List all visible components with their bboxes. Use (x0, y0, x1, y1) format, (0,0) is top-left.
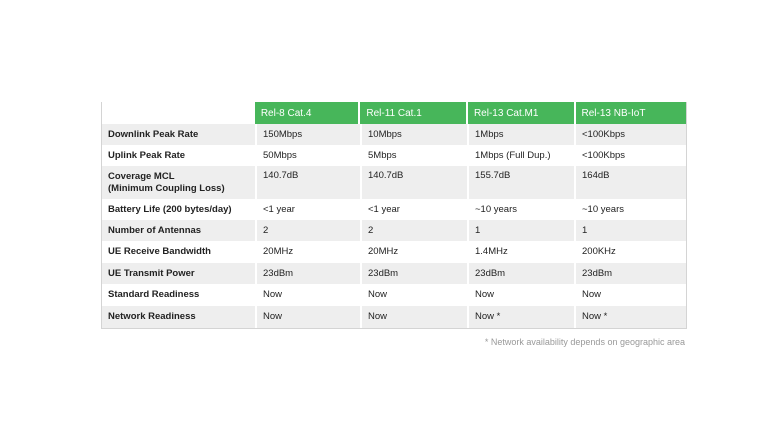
table-cell: 10Mbps (360, 124, 467, 145)
table-cell: 200KHz (574, 241, 686, 263)
table-cell: Now (255, 284, 360, 306)
table-cell: 1Mbps (467, 124, 574, 145)
table-cell: Now (360, 284, 467, 306)
table-cell: ~10 years (467, 199, 574, 220)
table-row-coverage (102, 166, 686, 199)
table-cell: Now (467, 284, 574, 306)
table-row-uplink (102, 145, 686, 166)
table-cell: 23dBm (467, 263, 574, 284)
table-cell: 1.4MHz (467, 241, 574, 263)
table-cell: <100Kbps (574, 124, 686, 145)
table-cell: 140.7dB (360, 166, 467, 199)
row-label: UE Transmit Power (108, 267, 195, 279)
table-row-downlink (102, 124, 686, 145)
table-cell: 23dBm (574, 263, 686, 284)
header-blank-cell (102, 102, 253, 124)
table-header (102, 102, 686, 124)
row-label-line2: (Minimum Coupling Loss) (108, 182, 225, 194)
table-cell: 20MHz (255, 241, 360, 263)
table-cell: Now (574, 284, 686, 306)
table-cell: Now (255, 306, 360, 328)
table-row-antennas (102, 220, 686, 241)
table-cell: 155.7dB (467, 166, 574, 199)
table-cell: Now (360, 306, 467, 328)
row-label: Standard Readiness (108, 289, 200, 300)
comparison-table (101, 102, 687, 329)
table-cell: 20MHz (360, 241, 467, 263)
table-row-receive-bandwidth (102, 241, 686, 263)
table-cell: 23dBm (255, 263, 360, 284)
column-header-nbiot: Rel-13 NB-IoT (576, 102, 686, 124)
table-cell: 1Mbps (Full Dup.) (467, 145, 574, 166)
table-row-standard-readiness (102, 284, 686, 306)
table-cell: ~10 years (574, 199, 686, 220)
row-label: UE Receive Bandwidth (108, 246, 211, 257)
table-row-transmit-power (102, 263, 686, 284)
table-cell: Now * (574, 306, 686, 328)
table-row-battery (102, 199, 686, 220)
footnote: * Network availability depends on geographic area (484, 337, 685, 347)
row-label: Battery Life (200 bytes/day) (108, 203, 232, 215)
table-cell: 5Mbps (360, 145, 467, 166)
column-header-cat4: Rel-8 Cat.4 (255, 102, 359, 124)
table-cell: Now * (467, 306, 574, 328)
table-cell: 2 (255, 220, 360, 241)
row-label: Number of Antennas (108, 224, 202, 236)
table-cell: 23dBm (360, 263, 467, 284)
row-label-line1: Coverage MCL (108, 170, 175, 182)
table-cell: 140.7dB (255, 166, 360, 199)
table-cell: <1 year (360, 199, 467, 220)
table-cell: 150Mbps (255, 124, 360, 145)
column-header-cat1: Rel-11 Cat.1 (360, 102, 466, 124)
row-label: Downlink Peak Rate (108, 128, 199, 140)
table-cell: 1 (467, 220, 574, 241)
row-label: Uplink Peak Rate (108, 149, 186, 161)
table-cell: 164dB (574, 166, 686, 199)
row-label: Network Readiness (108, 311, 196, 322)
table-row-network-readiness (102, 306, 686, 328)
row-label (102, 166, 255, 199)
table-cell: 1 (574, 220, 686, 241)
table-cell: <1 year (255, 199, 360, 220)
table-cell: 2 (360, 220, 467, 241)
column-header-catm1: Rel-13 Cat.M1 (468, 102, 574, 124)
table-cell: 50Mbps (255, 145, 360, 166)
table-cell: <100Kbps (574, 145, 686, 166)
